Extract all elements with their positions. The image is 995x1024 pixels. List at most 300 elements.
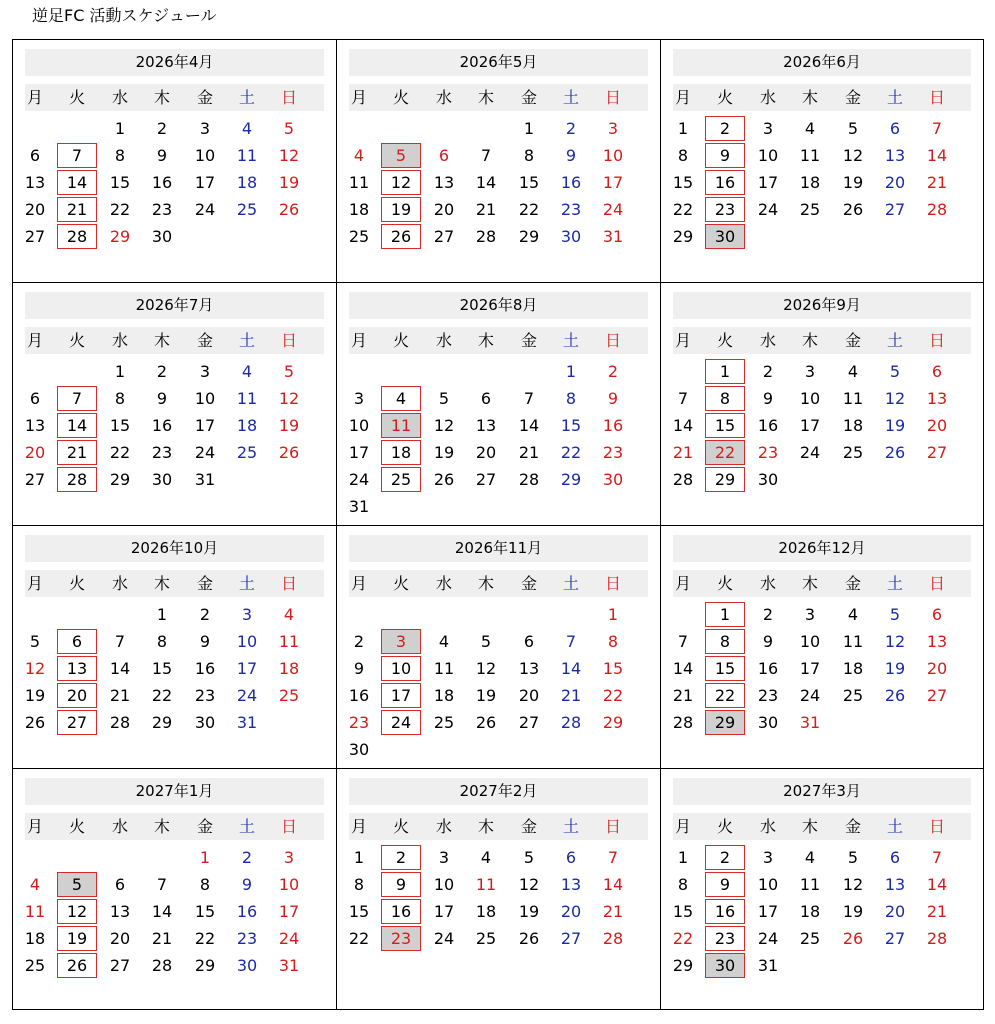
calendar-day: 5 [847, 119, 859, 138]
calendar-day: 12 [278, 146, 300, 165]
calendar-day: 20 [66, 686, 88, 705]
calendar-day: 8 [114, 146, 126, 165]
calendar-day: 25 [24, 956, 46, 975]
weekday-label: 日 [604, 574, 621, 593]
weekday-label: 水 [759, 331, 776, 350]
weekday-label: 土 [238, 331, 255, 350]
calendar-day: 10 [757, 146, 779, 165]
weekday-label: 日 [280, 88, 297, 107]
calendar-day: 2 [241, 848, 253, 867]
calendar-day: 20 [433, 200, 455, 219]
calendar-day: 23 [560, 200, 582, 219]
calendar-day: 31 [194, 470, 216, 489]
weekday-header [25, 813, 324, 840]
calendar-day: 21 [602, 902, 624, 921]
calendar-day: 25 [390, 470, 412, 489]
calendar-day: 12 [842, 146, 864, 165]
weekday-label: 日 [928, 574, 945, 593]
calendar-day: 30 [194, 713, 216, 732]
calendar-day: 17 [390, 686, 412, 705]
calendar-day: 18 [236, 173, 258, 192]
weekday-header [673, 813, 971, 840]
calendar-day: 23 [236, 929, 258, 948]
calendar-day: 5 [889, 605, 901, 624]
weekday-label: 火 [68, 817, 85, 836]
calendar-day: 8 [565, 389, 577, 408]
calendar-day: 9 [762, 389, 774, 408]
calendar-day: 9 [565, 146, 577, 165]
calendar-day: 26 [884, 443, 906, 462]
calendar-day: 3 [241, 605, 253, 624]
calendar-day: 10 [799, 632, 821, 651]
calendar-day: 6 [114, 875, 126, 894]
calendar-day: 15 [348, 902, 370, 921]
month-calendar [661, 283, 983, 526]
calendar-day: 30 [714, 956, 736, 975]
calendar-day: 27 [24, 470, 46, 489]
calendar-day: 3 [804, 605, 816, 624]
weekday-label: 土 [562, 88, 579, 107]
calendar-day: 12 [518, 875, 540, 894]
calendar-day: 22 [602, 686, 624, 705]
weekday-label: 土 [886, 574, 903, 593]
calendar-day: 25 [348, 227, 370, 246]
calendar-day: 1 [353, 848, 365, 867]
month-calendar [661, 526, 983, 769]
calendar-day: 9 [762, 632, 774, 651]
calendar-day: 20 [926, 659, 948, 678]
calendar-day: 15 [602, 659, 624, 678]
calendar-day: 25 [236, 443, 258, 462]
calendar-day: 11 [278, 632, 300, 651]
calendar-day: 6 [523, 632, 535, 651]
calendar-day: 19 [390, 200, 412, 219]
calendar-day: 6 [931, 605, 943, 624]
calendar-day: 5 [395, 146, 407, 165]
weekday-label: 日 [928, 88, 945, 107]
calendar-day: 28 [560, 713, 582, 732]
calendar-day: 10 [757, 875, 779, 894]
calendar-day: 1 [719, 362, 731, 381]
weekday-header [349, 84, 648, 111]
calendar-day: 28 [109, 713, 131, 732]
month-title: 2026年5月 [349, 49, 648, 76]
weekday-header [673, 327, 971, 354]
calendar-day: 9 [353, 659, 365, 678]
calendar-day: 21 [672, 443, 694, 462]
weekday-label: 火 [716, 817, 733, 836]
calendar-day: 14 [926, 875, 948, 894]
calendar-day: 18 [236, 416, 258, 435]
weekday-label: 金 [196, 574, 213, 593]
weekday-label: 日 [604, 817, 621, 836]
weekday-label: 木 [477, 817, 494, 836]
calendar-day: 24 [757, 929, 779, 948]
calendar-day: 30 [602, 470, 624, 489]
calendar-day: 30 [151, 470, 173, 489]
calendar-day: 27 [109, 956, 131, 975]
calendar-day: 21 [66, 200, 88, 219]
calendar-day: 14 [560, 659, 582, 678]
month-title: 2026年7月 [25, 292, 324, 319]
calendar-day: 17 [757, 902, 779, 921]
calendar-day: 17 [194, 173, 216, 192]
calendar-day: 29 [194, 956, 216, 975]
calendar-day: 2 [199, 605, 211, 624]
calendar-day: 17 [348, 443, 370, 462]
weekday-label: 水 [435, 817, 452, 836]
calendar-day: 6 [931, 362, 943, 381]
calendar-day: 6 [565, 848, 577, 867]
weekday-label: 木 [153, 817, 170, 836]
calendar-day: 11 [842, 632, 864, 651]
calendar-day: 13 [66, 659, 88, 678]
calendar-day: 29 [672, 227, 694, 246]
calendar-day: 5 [438, 389, 450, 408]
calendar-day: 22 [714, 443, 736, 462]
calendar-day: 8 [523, 146, 535, 165]
weekday-label: 火 [68, 88, 85, 107]
calendar-day: 15 [109, 416, 131, 435]
weekday-label: 火 [716, 88, 733, 107]
weekday-header [349, 570, 648, 597]
calendar-day: 13 [884, 146, 906, 165]
weekday-label: 木 [477, 574, 494, 593]
month-calendar [13, 283, 337, 526]
calendar-day: 11 [348, 173, 370, 192]
calendar-day: 15 [560, 416, 582, 435]
calendar-day: 22 [672, 929, 694, 948]
calendar-day: 18 [475, 902, 497, 921]
calendar-day: 16 [560, 173, 582, 192]
calendar-day: 3 [283, 848, 295, 867]
calendar-day: 2 [719, 119, 731, 138]
calendar-grid [12, 39, 984, 1010]
calendar-day: 3 [199, 119, 211, 138]
calendar-day: 14 [926, 146, 948, 165]
weekday-label: 土 [562, 817, 579, 836]
calendar-day: 20 [926, 416, 948, 435]
calendar-day: 20 [109, 929, 131, 948]
calendar-day: 25 [799, 929, 821, 948]
calendar-day: 20 [24, 200, 46, 219]
month-title: 2026年8月 [349, 292, 648, 319]
month-title: 2026年6月 [673, 49, 971, 76]
month-calendar [661, 769, 983, 1009]
calendar-day: 24 [348, 470, 370, 489]
calendar-day: 6 [889, 848, 901, 867]
calendar-day: 18 [24, 929, 46, 948]
calendar-day: 13 [926, 389, 948, 408]
calendar-day: 19 [278, 173, 300, 192]
calendar-day: 3 [199, 362, 211, 381]
weekday-label: 金 [196, 817, 213, 836]
calendar-day: 6 [71, 632, 83, 651]
calendar-day: 20 [24, 443, 46, 462]
calendar-day: 30 [714, 227, 736, 246]
weekday-label: 水 [759, 574, 776, 593]
calendar-day: 30 [348, 740, 370, 759]
calendar-day: 13 [475, 416, 497, 435]
calendar-day: 23 [348, 713, 370, 732]
weekday-label: 火 [392, 88, 409, 107]
calendar-day: 25 [799, 200, 821, 219]
calendar-day: 5 [71, 875, 83, 894]
calendar-day: 18 [799, 902, 821, 921]
calendar-day: 5 [480, 632, 492, 651]
calendar-day: 4 [438, 632, 450, 651]
weekday-label: 水 [759, 817, 776, 836]
calendar-day: 24 [433, 929, 455, 948]
weekday-label: 月 [674, 817, 691, 836]
calendar-day: 1 [677, 119, 689, 138]
calendar-day: 4 [241, 362, 253, 381]
calendar-day: 7 [71, 389, 83, 408]
calendar-day: 5 [29, 632, 41, 651]
calendar-day: 30 [560, 227, 582, 246]
calendar-day: 3 [762, 119, 774, 138]
month-title: 2027年2月 [349, 778, 648, 805]
calendar-day: 4 [847, 362, 859, 381]
calendar-day: 29 [602, 713, 624, 732]
calendar-day: 8 [156, 632, 168, 651]
calendar-day: 9 [719, 875, 731, 894]
calendar-day: 30 [236, 956, 258, 975]
calendar-day: 19 [24, 686, 46, 705]
calendar-day: 16 [714, 173, 736, 192]
calendar-day: 31 [348, 497, 370, 516]
calendar-day: 7 [565, 632, 577, 651]
calendar-day: 7 [480, 146, 492, 165]
calendar-day: 8 [199, 875, 211, 894]
calendar-day: 15 [714, 416, 736, 435]
weekday-header [25, 84, 324, 111]
calendar-day: 31 [799, 713, 821, 732]
calendar-day: 15 [151, 659, 173, 678]
calendar-day: 17 [194, 416, 216, 435]
weekday-label: 木 [477, 88, 494, 107]
calendar-day: 11 [433, 659, 455, 678]
weekday-label: 日 [928, 817, 945, 836]
calendar-day: 5 [847, 848, 859, 867]
calendar-day: 14 [672, 416, 694, 435]
weekday-label: 月 [26, 88, 43, 107]
weekday-label: 水 [111, 817, 128, 836]
calendar-day: 26 [433, 470, 455, 489]
weekday-label: 火 [392, 817, 409, 836]
weekday-label: 火 [68, 574, 85, 593]
calendar-day: 13 [24, 416, 46, 435]
calendar-day: 24 [278, 929, 300, 948]
calendar-day: 29 [518, 227, 540, 246]
weekday-label: 金 [844, 331, 861, 350]
calendar-day: 19 [884, 659, 906, 678]
calendar-day: 5 [283, 362, 295, 381]
weekday-label: 月 [674, 574, 691, 593]
calendar-day: 18 [799, 173, 821, 192]
calendar-day: 1 [199, 848, 211, 867]
calendar-day: 20 [560, 902, 582, 921]
weekday-label: 木 [801, 817, 818, 836]
weekday-label: 月 [350, 88, 367, 107]
calendar-day: 28 [672, 713, 694, 732]
weekday-label: 土 [238, 817, 255, 836]
calendar-day: 4 [395, 389, 407, 408]
weekday-label: 土 [562, 331, 579, 350]
calendar-day: 5 [523, 848, 535, 867]
calendar-day: 26 [842, 200, 864, 219]
calendar-day: 3 [607, 119, 619, 138]
calendar-day: 2 [156, 119, 168, 138]
weekday-label: 土 [238, 574, 255, 593]
calendar-day: 27 [884, 200, 906, 219]
month-calendar [337, 283, 661, 526]
weekday-header [673, 570, 971, 597]
calendar-day: 16 [151, 416, 173, 435]
calendar-day: 10 [390, 659, 412, 678]
calendar-day: 17 [799, 659, 821, 678]
calendar-day: 21 [926, 902, 948, 921]
calendar-day: 23 [194, 686, 216, 705]
calendar-day: 21 [475, 200, 497, 219]
calendar-day: 7 [931, 119, 943, 138]
month-calendar [337, 769, 661, 1009]
calendar-day: 4 [804, 848, 816, 867]
weekday-label: 日 [928, 331, 945, 350]
calendar-day: 21 [926, 173, 948, 192]
calendar-day: 9 [156, 389, 168, 408]
calendar-day: 18 [348, 200, 370, 219]
calendar-day: 10 [194, 146, 216, 165]
calendar-day: 4 [241, 119, 253, 138]
calendar-day: 28 [66, 470, 88, 489]
calendar-day: 2 [719, 848, 731, 867]
weekday-header [673, 84, 971, 111]
calendar-day: 28 [926, 200, 948, 219]
weekday-label: 日 [280, 817, 297, 836]
weekday-label: 火 [68, 331, 85, 350]
calendar-day: 26 [278, 443, 300, 462]
calendar-day: 2 [156, 362, 168, 381]
calendar-day: 17 [757, 173, 779, 192]
month-calendar [13, 526, 337, 769]
calendar-day: 9 [241, 875, 253, 894]
calendar-day: 6 [29, 146, 41, 165]
calendar-day: 24 [390, 713, 412, 732]
calendar-day: 14 [475, 173, 497, 192]
calendar-day: 31 [602, 227, 624, 246]
calendar-day: 13 [109, 902, 131, 921]
calendar-day: 14 [109, 659, 131, 678]
calendar-day: 25 [278, 686, 300, 705]
weekday-label: 木 [801, 574, 818, 593]
calendar-day: 5 [283, 119, 295, 138]
calendar-day: 7 [931, 848, 943, 867]
calendar-day: 31 [757, 956, 779, 975]
calendar-day: 24 [194, 443, 216, 462]
calendar-day: 23 [757, 686, 779, 705]
calendar-day: 10 [348, 416, 370, 435]
weekday-label: 木 [477, 331, 494, 350]
weekday-label: 金 [520, 574, 537, 593]
calendar-day: 26 [390, 227, 412, 246]
calendar-day: 16 [194, 659, 216, 678]
calendar-day: 11 [842, 389, 864, 408]
calendar-day: 11 [24, 902, 46, 921]
calendar-day: 28 [66, 227, 88, 246]
calendar-day: 24 [602, 200, 624, 219]
calendar-day: 29 [109, 470, 131, 489]
calendar-day: 27 [884, 929, 906, 948]
calendar-day: 20 [884, 173, 906, 192]
calendar-day: 20 [518, 686, 540, 705]
calendar-day: 19 [842, 902, 864, 921]
calendar-day: 7 [156, 875, 168, 894]
weekday-label: 火 [392, 574, 409, 593]
weekday-label: 金 [844, 88, 861, 107]
calendar-day: 1 [677, 848, 689, 867]
calendar-day: 25 [842, 686, 864, 705]
calendar-day: 18 [390, 443, 412, 462]
calendar-day: 28 [926, 929, 948, 948]
calendar-day: 4 [29, 875, 41, 894]
calendar-day: 2 [395, 848, 407, 867]
calendar-day: 31 [236, 713, 258, 732]
calendar-day: 23 [151, 443, 173, 462]
calendar-day: 16 [757, 416, 779, 435]
calendar-day: 22 [151, 686, 173, 705]
calendar-day: 27 [518, 713, 540, 732]
calendar-day: 23 [390, 929, 412, 948]
calendar-day: 26 [24, 713, 46, 732]
calendar-day: 24 [757, 200, 779, 219]
weekday-label: 木 [153, 331, 170, 350]
weekday-label: 木 [153, 574, 170, 593]
calendar-day: 6 [889, 119, 901, 138]
calendar-day: 21 [109, 686, 131, 705]
calendar-day: 4 [283, 605, 295, 624]
calendar-day: 3 [762, 848, 774, 867]
calendar-day: 23 [151, 200, 173, 219]
weekday-header [349, 327, 648, 354]
weekday-label: 火 [716, 331, 733, 350]
calendar-day: 8 [677, 875, 689, 894]
calendar-day: 13 [24, 173, 46, 192]
weekday-label: 水 [435, 88, 452, 107]
calendar-day: 26 [278, 200, 300, 219]
weekday-label: 水 [435, 574, 452, 593]
calendar-day: 24 [236, 686, 258, 705]
calendar-day: 4 [480, 848, 492, 867]
calendar-day: 8 [607, 632, 619, 651]
calendar-day: 29 [714, 713, 736, 732]
calendar-day: 12 [390, 173, 412, 192]
calendar-day: 23 [757, 443, 779, 462]
calendar-day: 3 [438, 848, 450, 867]
weekday-label: 月 [26, 574, 43, 593]
calendar-day: 10 [236, 632, 258, 651]
month-calendar [661, 40, 983, 283]
calendar-day: 4 [353, 146, 365, 165]
calendar-day: 5 [889, 362, 901, 381]
calendar-day: 29 [672, 956, 694, 975]
calendar-day: 15 [672, 902, 694, 921]
calendar-day: 11 [799, 146, 821, 165]
calendar-day: 15 [194, 902, 216, 921]
weekday-label: 水 [759, 88, 776, 107]
calendar-day: 17 [236, 659, 258, 678]
calendar-day: 13 [884, 875, 906, 894]
